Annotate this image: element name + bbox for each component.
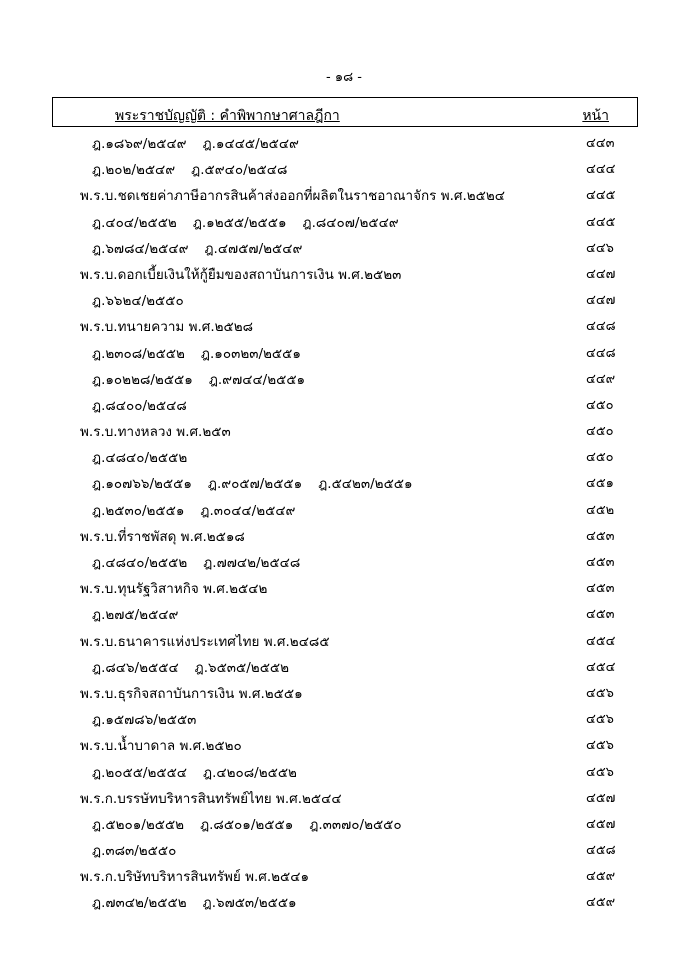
case-citation: ฎ.๒๗๕/๒๕๔๙ xyxy=(92,607,179,624)
case-citation: ฎ.๓๘๓/๒๕๕๐ xyxy=(92,843,177,860)
page-ref: ๔๔๕ xyxy=(586,214,616,230)
page-ref: ๔๕๙ xyxy=(586,869,616,885)
page-ref: ๔๕๓ xyxy=(586,581,615,597)
page-ref: ๔๕๘ xyxy=(586,843,616,859)
page-ref: ๔๔๖ xyxy=(586,240,614,256)
page-ref: ๔๕๖ xyxy=(586,685,614,701)
page-ref: ๔๕๓ xyxy=(586,528,615,544)
act-title-row xyxy=(0,524,688,550)
citations xyxy=(92,655,305,681)
page-ref: ๔๔๗ xyxy=(586,293,616,309)
page-ref: ๔๕๓ xyxy=(586,555,615,570)
citations xyxy=(92,367,321,393)
citations xyxy=(92,445,203,471)
case-citation-row xyxy=(0,498,688,524)
case-citation-row xyxy=(0,602,688,628)
citations xyxy=(92,157,303,183)
citations xyxy=(92,471,429,497)
page-ref: ๔๕๖ xyxy=(586,764,614,780)
citations xyxy=(92,707,212,733)
case-citation-row xyxy=(0,157,688,183)
case-citation: ฎ.๔๐๔/๒๕๕๒ xyxy=(92,214,177,231)
citations xyxy=(92,812,418,838)
index-list xyxy=(0,131,688,917)
case-citation: ฎ.๖๗๘๔/๒๕๔๙ xyxy=(92,240,189,257)
case-citation: ฎ.๑๐๓๒๓/๒๕๕๑ xyxy=(200,345,301,362)
act-title: พ.ร.บ.ทางหลวง พ.ศ.๒๕๓ xyxy=(80,424,231,441)
page-ref: ๔๕๖ xyxy=(586,712,614,728)
act-title: พ.ร.ก.บรรษัทบริหารสินทรัพย์ไทย พ.ศ.๒๕๔๔ xyxy=(80,790,342,807)
case-citation: ฎ.๔๘๔๐/๒๕๕๒ xyxy=(92,450,188,467)
page-ref: ๔๕๔ xyxy=(586,633,616,649)
act-title-row xyxy=(0,864,688,890)
act-title-row xyxy=(0,786,688,812)
case-citation: ฎ.๔๒๐๘/๒๕๕๒ xyxy=(203,764,297,781)
case-citation: ฎ.๕๔๒๓/๒๕๕๑ xyxy=(318,476,413,493)
act-title: พ.ร.บ.ธนาคารแห่งประเทศไทย พ.ศ.๒๔๘๕ xyxy=(80,633,330,650)
act-title: พ.ร.บ.ชดเชยค่าภาษีอากรสินค้าส่งออกที่ผลิตในราชอาณาจักร พ.ศ.๒๕๒๔ xyxy=(80,188,505,205)
page-ref: ๔๔๓ xyxy=(586,136,615,151)
case-citation: ฎ.๔๗๕๗/๒๕๔๙ xyxy=(204,240,303,257)
citations xyxy=(92,288,200,314)
citations xyxy=(92,393,203,419)
case-citation: ฎ.๑๒๕๕/๒๕๕๑ xyxy=(192,214,287,231)
act-title-row xyxy=(0,183,688,209)
case-citation: ฎ.๑๔๔๕/๒๕๔๙ xyxy=(202,136,299,152)
page-ref: ๔๕๐ xyxy=(586,397,614,413)
act-title-row xyxy=(0,733,688,759)
act-title-row xyxy=(0,419,688,445)
case-citation-row xyxy=(0,288,688,314)
case-citation-row xyxy=(0,341,688,367)
citations xyxy=(92,838,192,864)
page-ref: ๔๕๗ xyxy=(586,816,616,832)
case-citation-row xyxy=(0,210,688,236)
table-header xyxy=(52,97,638,127)
act-title: พ.ร.ก.บริษัทบริหารสินทรัพย์ พ.ศ.๒๕๔๑ xyxy=(80,869,310,886)
case-citation: ฎ.๙๗๔๔/๒๕๕๑ xyxy=(208,371,306,388)
page-ref: ๔๔๗ xyxy=(586,266,616,282)
act-title-row xyxy=(0,629,688,655)
case-citation: ฎ.๘๔๐๐/๒๕๔๘ xyxy=(92,397,187,414)
act-title-row xyxy=(0,314,688,340)
page-ref: ๔๕๗ xyxy=(586,790,616,806)
case-citation-row xyxy=(0,367,688,393)
case-citation-row xyxy=(0,838,688,864)
case-citation: ฎ.๘๕๐๑/๒๕๕๑ xyxy=(200,816,294,833)
act-title: พ.ร.บ.ดอกเบี้ยเงินให้กู้ยืมของสถาบันการเงิน พ.ศ.๒๕๒๓ xyxy=(80,266,402,283)
page-ref: ๔๔๘ xyxy=(586,319,616,335)
citations xyxy=(92,341,317,367)
header-page-label: หน้า xyxy=(582,108,609,124)
case-citation-row xyxy=(0,393,688,419)
act-title-row xyxy=(0,681,688,707)
case-citation-row xyxy=(0,471,688,497)
page-ref: ๔๕๓ xyxy=(586,607,615,623)
page-ref: ๔๕๐ xyxy=(586,424,614,440)
case-citation: ฎ.๑๐๗๖๖/๒๕๕๑ xyxy=(92,476,192,493)
citations xyxy=(92,890,313,916)
case-citation: ฎ.๘๔๖/๒๕๕๔ xyxy=(92,659,179,676)
case-citation: ฎ.๒๓๐๘/๒๕๕๒ xyxy=(92,345,185,362)
page-ref: ๔๕๒ xyxy=(586,502,615,518)
citations xyxy=(92,760,313,786)
case-citation: ฎ.๑๐๒๒๘/๒๕๕๑ xyxy=(92,371,193,388)
page-ref: ๔๕๖ xyxy=(586,738,614,754)
case-citation: ฎ.๙๐๕๗/๒๕๕๑ xyxy=(207,476,303,493)
citations xyxy=(92,602,194,628)
case-citation: ฎ.๗๗๔๒/๒๕๔๘ xyxy=(203,555,301,571)
act-title: พ.ร.บ.ที่ราชพัสดุ พ.ศ.๒๕๑๘ xyxy=(80,528,245,545)
page-ref: ๔๕๑ xyxy=(586,476,614,492)
case-citation: ฎ.๓๐๔๔/๒๕๔๙ xyxy=(200,502,296,519)
case-citation-row xyxy=(0,890,688,916)
case-citation: ฎ.๒๕๓๐/๒๕๕๑ xyxy=(92,502,185,519)
case-citation-row xyxy=(0,445,688,471)
citations xyxy=(92,131,315,157)
case-citation: ฎ.๑๕๗๘๖/๒๕๕๓ xyxy=(92,712,197,729)
page-ref: ๔๔๔ xyxy=(586,162,616,178)
case-citation-row xyxy=(0,812,688,838)
page-ref: ๔๔๙ xyxy=(586,371,616,387)
page-ref: ๔๕๙ xyxy=(586,895,616,911)
act-title-row xyxy=(0,576,688,602)
citations xyxy=(92,498,311,524)
act-title: พ.ร.บ.น้ำบาดาล พ.ศ.๒๕๒๐ xyxy=(80,738,242,755)
page-ref: ๔๔๘ xyxy=(586,345,616,361)
page-ref: ๔๔๕ xyxy=(586,188,616,204)
case-citation: ฎ.๒๐๕๕/๒๕๕๔ xyxy=(92,764,188,781)
citations xyxy=(92,210,415,236)
case-citation-row xyxy=(0,760,688,786)
case-citation: ฎ.๗๓๔๒/๒๕๕๒ xyxy=(92,895,187,912)
citations xyxy=(92,236,318,262)
act-title: พ.ร.บ.ธุรกิจสถาบันการเงิน พ.ศ.๒๕๕๑ xyxy=(80,685,303,702)
case-citation-row xyxy=(0,655,688,681)
case-citation-row xyxy=(0,707,688,733)
case-citation: ฎ.๖๗๕๓/๒๕๕๑ xyxy=(202,895,297,912)
case-citation-row xyxy=(0,550,688,576)
case-citation: ฎ.๖๕๓๕/๒๕๕๒ xyxy=(194,659,290,676)
citations xyxy=(92,550,316,576)
case-citation-row xyxy=(0,236,688,262)
case-citation: ฎ.๕๙๔๐/๒๕๔๘ xyxy=(191,162,288,179)
page-ref: ๔๕๐ xyxy=(586,450,614,466)
case-citation: ฎ.๒๐๒/๒๕๔๙ xyxy=(92,162,176,179)
case-citation: ฎ.๓๓๗๐/๒๕๕๐ xyxy=(309,816,402,833)
case-citation: ฎ.๑๘๖๙/๒๕๔๙ xyxy=(92,136,187,152)
page-number: - ๑๘ - xyxy=(326,70,362,85)
case-citation: ฎ.๔๘๔๐/๒๕๕๒ xyxy=(92,555,188,571)
page-ref: ๔๕๔ xyxy=(586,659,616,675)
case-citation: ฎ.๖๖๒๔/๒๕๕๐ xyxy=(92,293,184,310)
case-citation: ฎ.๕๒๐๑/๒๕๕๒ xyxy=(92,816,185,833)
case-citation-row xyxy=(0,131,688,157)
header-title: พระราชบัญญัติ : คำพิพากษาศาลฎีกา xyxy=(115,108,340,124)
case-citation: ฎ.๘๔๐๗/๒๕๔๙ xyxy=(302,214,399,231)
act-title: พ.ร.บ.ทุนรัฐวิสาหกิจ พ.ศ.๒๕๔๒ xyxy=(80,581,268,598)
act-title: พ.ร.บ.ทนายความ พ.ศ.๒๕๒๘ xyxy=(80,319,254,336)
act-title-row xyxy=(0,262,688,288)
